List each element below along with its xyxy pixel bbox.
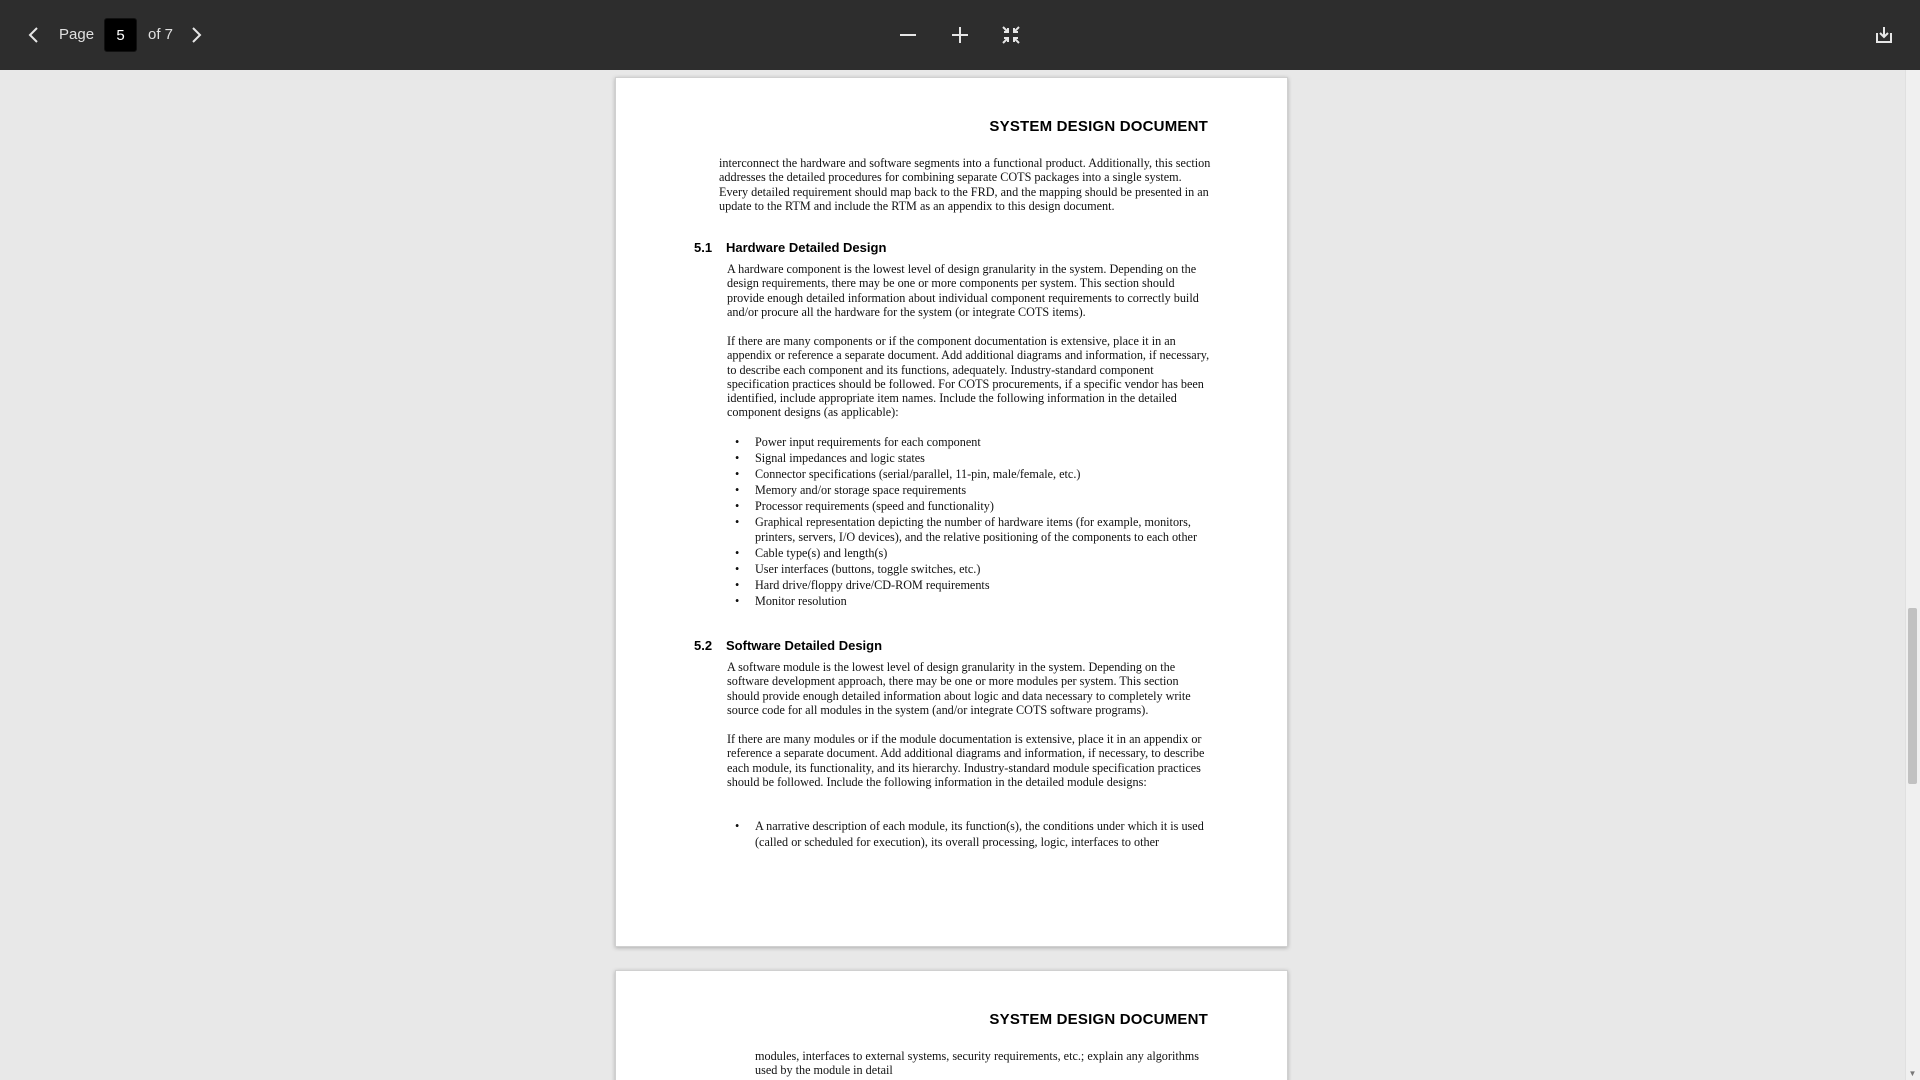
section-heading-5-2 [694,638,882,653]
list-item: • Connector specifications (serial/parallel, 11-pin, male/female, etc.) [727,467,1211,483]
next-page-button[interactable] [178,17,214,53]
fit-to-page-button[interactable] [993,17,1029,53]
page-total: of 7 [148,26,174,43]
section-number: 5.2 [694,638,713,653]
list-item: • Power input requirements for each component [727,435,1211,451]
section-title: Hardware Detailed Design [726,240,887,255]
scrollbar-thumb[interactable] [1908,608,1917,784]
list-item: • A narrative description of each module, its function(s), the conditions under which it is used (called or scheduled for execution), its overall processing, logic, interfaces to other [727,819,1211,851]
list-item: • Signal impedances and logic states [727,451,1211,467]
page-number-input[interactable] [104,18,137,52]
hardware-paragraph-2: If there are many components or if the component documentation is extensive, place it in an appendix or reference a separate document. Add additional diagrams and information, if necessary, to describe each component and its functions, adequately. Industry-standard component specification practices should be followed. For COTS procurements, if a specific vendor has been identified, include appropriate item names. Include the following information in the detailed component designs (as applicable): [727,334,1210,420]
minus-icon [898,25,918,45]
list-item: • Monitor resolution [727,594,1211,610]
document-header: SYSTEM DESIGN DOCUMENT [989,118,1208,135]
page-label: Page [59,26,95,43]
pdf-toolbar [0,0,1920,70]
software-paragraph-1: A software module is the lowest level of design granularity in the system. Depending on the software development approach, there may be one or more modules per system. This section should provide enough detailed information about logic and data necessary to completely write source code for all modules in the system (and/or integrate COTS software programs). [727,660,1191,717]
chevron-right-icon [186,25,206,45]
hardware-paragraph-1: A hardware component is the lowest level of design granularity in the system. Depending on the design requirements, there may be one or more components per system. This section should provide enough detailed information about individual component requirements to correctly build and/or procure all the hardware for the system (or integrate COTS items). [727,262,1199,319]
hardware-bullet-list [727,435,1211,610]
continuation-paragraph: modules, interfaces to external systems, security requirements, etc.; explain any algorithms used by the module in detail [755,1049,1200,1078]
chevron-left-icon [24,25,44,45]
intro-paragraph: interconnect the hardware and software segments into a functional product. Additionally, this section addresses the detailed procedures for combining separate COTS packages into a single system. Every detailed requirement should map back to the FRD, and the mapping should be presented in an update to the RTM and include the RTM as an appendix to this design document. [719,156,1211,213]
document-viewer[interactable] [0,70,1920,1080]
section-number: 5.1 [694,240,713,255]
software-bullet-list [727,819,1211,851]
section-heading-5-1 [694,240,886,255]
list-item: • Cable type(s) and length(s) [727,546,1211,562]
section-title: Software Detailed Design [726,638,883,653]
zoom-in-button[interactable] [942,17,978,53]
list-item: • Hard drive/floppy drive/CD-ROM requirements [727,578,1211,594]
download-button[interactable] [1866,17,1902,53]
software-paragraph-2: If there are many modules or if the module documentation is extensive, place it in an appendix or reference a separate document. Add additional diagrams and information, if necessary, to describe each module, its functionality, and its hierarchy. Industry-standard module specification practices should be followed. Include the following information in the detailed module designs: [727,732,1205,789]
document-header: SYSTEM DESIGN DOCUMENT [989,1011,1208,1028]
download-icon [1874,25,1894,45]
list-item: • Graphical representation depicting the number of hardware items (for example, monitors, printers, servers, I/O devices), and the relative positioning of the components to each other [727,515,1211,547]
list-item: • Memory and/or storage space requirements [727,483,1211,499]
vertical-scrollbar[interactable] [1905,70,1920,1080]
document-page [615,970,1288,1080]
document-page [615,77,1288,947]
previous-page-button[interactable] [16,17,52,53]
list-item: • Processor requirements (speed and functionality) [727,499,1211,515]
zoom-out-button[interactable] [890,17,926,53]
scroll-down-arrow-icon[interactable]: ▼ [1908,1069,1917,1078]
plus-icon [950,25,970,45]
fit-to-page-icon [1001,25,1021,45]
list-item: • User interfaces (buttons, toggle switches, etc.) [727,562,1211,578]
